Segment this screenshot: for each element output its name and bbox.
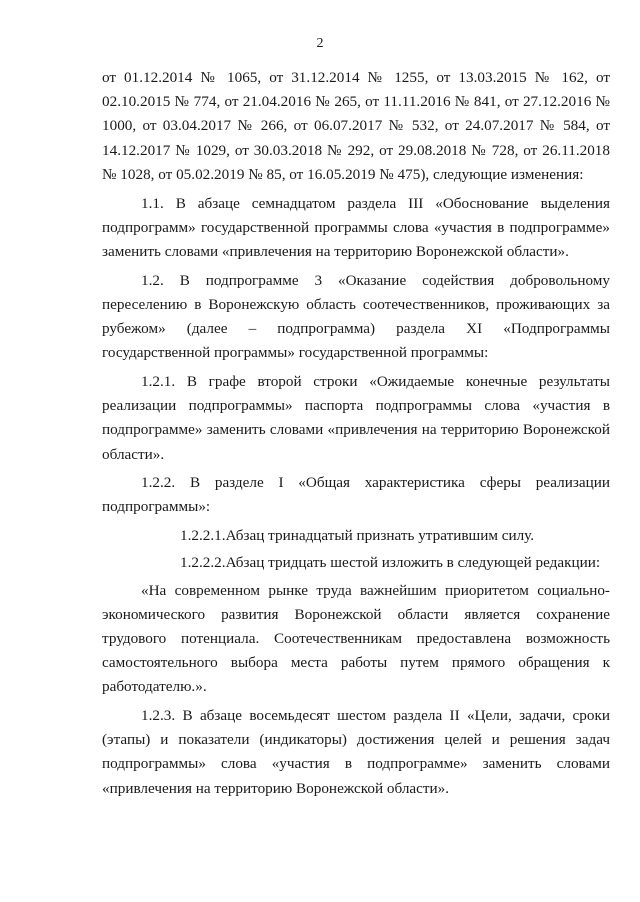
quoted-paragraph: «На современном рынке труда важнейшим приоритетом социально-экономического развития Воронежской области является сохранение трудового потенциала. Соотечественникам предоставлена возможность самостоятельного выбора места работы путем прямого обращения к работодателю.». <box>102 581 610 696</box>
page-number: 2 <box>316 36 324 51</box>
paragraph-1-1: 1.1. В абзаце семнадцатом раздела III «Обоснование выделения подпрограмм» государственной программы слова «участия в подпрограмме» заменить словами «привлечения на территорию Воронежской области». <box>102 194 610 260</box>
paragraph-1-2-3: 1.2.3. В абзаце восемьдесят шестом раздела II «Цели, задачи, сроки (этапы) и показатели (индикаторы) достижения целей и решения задач подпрограммы» слова «участия в подпрограмме» заменить словами «привлечения на территорию Воронежской области». <box>102 707 610 797</box>
document-body <box>102 66 610 805</box>
paragraph-1-2-2: 1.2.2. В разделе I «Общая характеристика сферы реализации подпрограммы»: <box>102 474 610 516</box>
paragraph-amendments-list: от 01.12.2014 № 1065, от 31.12.2014 № 1255, от 13.03.2015 № 162, от 02.10.2015 № 774, от 21.04.2016 № 265, от 11.11.2016 № 841, от 27.12.2016 № 1000, от 03.04.2017 № 266, от 06.07.2017 № 532, от 24.07.2017 № 584, от 14.12.2017 № 1029, от 30.03.2018 № 292, от 29.08.2018 № 728, от 26.11.2018 № 1028, от 05.02.2019 № 85, от 16.05.2019 № 475), следующие изменения: <box>102 69 610 183</box>
sub-item <box>102 551 610 575</box>
sub-item-text: Абзац тринадцатый признать утратившим силу. <box>225 527 535 545</box>
sub-item-number: 1.2.2.2. <box>180 554 226 572</box>
sub-item-text: Абзац тридцать шестой изложить в следующей редакции: <box>225 554 601 572</box>
paragraph-1-2-1: 1.2.1. В графе второй строки «Ожидаемые конечные результаты реализации подпрограммы» паспорта подпрограммы слова «участия в подпрограмме» заменить словами «привлечения на территорию Воронежской области». <box>102 372 610 463</box>
sub-item-number: 1.2.2.1. <box>180 527 226 545</box>
paragraph-1-2: 1.2. В подпрограмме 3 «Оказание содействия добровольному переселению в Воронежскую область соотечественников, проживающих за рубежом» (далее – подпрограмма) раздела XI «Подпрограммы государственной программы» государственной программы: <box>102 271 610 362</box>
sub-item <box>102 524 610 548</box>
